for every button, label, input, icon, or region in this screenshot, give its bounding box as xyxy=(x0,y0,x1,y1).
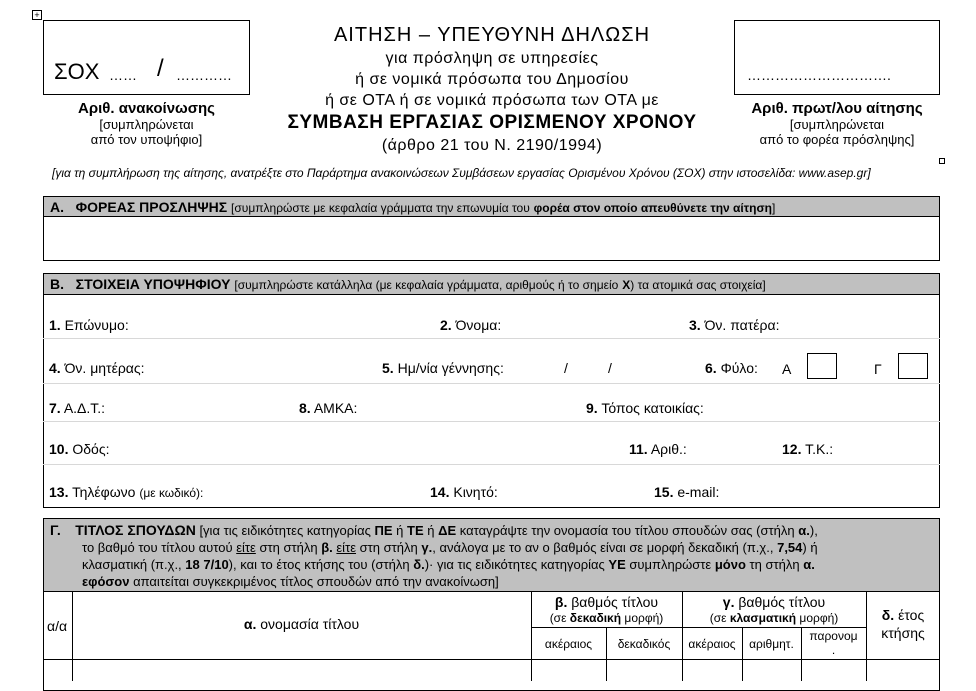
section-b-header xyxy=(43,273,940,295)
announcement-caption-line2: από τον υποψήφιο] xyxy=(90,132,203,147)
row-divider xyxy=(43,338,940,339)
announcement-number-box[interactable] xyxy=(43,20,250,95)
table-anchor-icon[interactable]: + xyxy=(32,10,42,20)
col-header-aa: α/α xyxy=(47,618,68,634)
sub-header-decimal: δεκαδικός xyxy=(617,637,671,651)
field-birth-date[interactable]: 5. Ημ/νία γέννησης: xyxy=(382,360,504,376)
sub-header-integer: ακέραιος xyxy=(544,637,593,651)
header-line-2: ή σε νομικά πρόσωπα του Δημοσίου xyxy=(355,71,629,88)
protocol-caption xyxy=(730,100,944,147)
announcement-caption-title: Αριθ. ανακοίνωσης xyxy=(78,100,215,117)
sub-header-numerator: αριθμητ. xyxy=(749,637,794,651)
section-c-heading: Γ. ΤΙΤΛΟΣ ΣΠΟΥΔΩΝ [για τις ειδικότητες κατηγορίας ΠΕ ή ΤΕ ή ΔΕ καταγράψτε την ονομασία του τίτλου σπουδών σας (στήλη α.), xyxy=(50,522,818,538)
field-email[interactable]: 15. e-mail: xyxy=(654,484,720,500)
protocol-caption-line1: [συμπληρώνεται xyxy=(789,117,885,132)
header-line-5: (άρθρο 21 του Ν. 2190/1994) xyxy=(381,137,603,154)
col-header-decimal-sub: (σε δεκαδική μορφή) xyxy=(549,611,664,625)
section-a-note-1: [συμπληρώστε με κεφαλαία γράμματα την επωνυμία του xyxy=(231,201,530,215)
announcement-caption xyxy=(43,100,250,147)
row-divider xyxy=(43,421,940,422)
field-postal-code[interactable]: 12. Τ.Κ.: xyxy=(782,441,834,457)
gender-female-label: Γ xyxy=(874,361,882,377)
sox-prefix: ΣΟΧ xyxy=(54,59,100,84)
sub-header-fraction-integer: ακέραιος xyxy=(688,637,736,651)
col-divider xyxy=(72,591,73,681)
section-b-note-2: ) τα ατομικά σας στοιχεία] xyxy=(630,278,766,292)
col-divider xyxy=(606,627,607,681)
section-a-header xyxy=(43,196,940,217)
section-a-letter: Α. xyxy=(50,199,64,215)
section-a-heading xyxy=(50,199,775,215)
field-mobile[interactable]: 14. Κινητό: xyxy=(430,484,498,500)
col-divider xyxy=(742,627,743,681)
field-street[interactable]: 10. Οδός: xyxy=(49,441,110,457)
section-c-header xyxy=(43,518,940,592)
instruction-line: [για τη συμπλήρωση της αίτησης, ανατρέξτε στο Παράρτημα ανακοινώσεων Συμβάσεων εργασίας Ορισμένου Χρόνου (ΣΟΧ) στην ιστοσελίδα: www.asep.gr] xyxy=(52,166,871,180)
col-header-fraction-grade: γ. βαθμός τίτλου xyxy=(722,594,826,610)
section-a-title: ΦΟΡΕΑΣ ΠΡΟΣΛΗΨΗΣ xyxy=(75,199,228,215)
gender-male-label: Α xyxy=(782,361,792,377)
row-divider xyxy=(43,659,940,660)
gender-female-checkbox[interactable] xyxy=(898,353,928,379)
section-b-letter: Β. xyxy=(50,276,64,292)
field-mother-name[interactable]: 4. Όν. μητέρας: xyxy=(49,360,145,376)
col-header-title: α. ονομασία τίτλου xyxy=(243,616,360,632)
document-header xyxy=(262,22,722,156)
section-b-note-bold: Χ xyxy=(622,278,631,292)
resize-handle[interactable] xyxy=(939,158,945,164)
document-title: ΑΙΤΗΣΗ – ΥΠΕΥΘΥΝΗ ΔΗΛΩΣΗ xyxy=(333,24,651,46)
field-gender: 6. Φύλο: xyxy=(705,360,758,376)
field-father-name[interactable]: 3. Όν. πατέρα: xyxy=(689,317,780,333)
field-amka[interactable]: 8. ΑΜΚΑ: xyxy=(299,400,358,416)
protocol-caption-title: Αριθ. πρωτ/λου αίτησης xyxy=(751,100,923,117)
field-first-name[interactable]: 2. Όνομα: xyxy=(440,317,502,333)
employer-name-field[interactable] xyxy=(43,216,940,261)
col-header-decimal-grade: β. βαθμός τίτλου xyxy=(554,594,659,610)
section-c-line-2: το βαθμό του τίτλου αυτού είτε στη στήλη β. είτε στη στήλη γ., ανάλογα με το αν ο βαθμός είναι σε μορφή δεκαδική (π.χ., 7,54) ή xyxy=(82,540,818,555)
section-c-letter: Γ. xyxy=(50,522,61,538)
birth-date-sep-2: / xyxy=(608,360,612,376)
section-b-note-1: [συμπληρώστε κατάλληλα (με κεφαλαία γράμματα, αριθμούς ή το σημείο xyxy=(234,278,619,292)
header-line-1: για πρόσληψη σε υπηρεσίες xyxy=(385,50,599,67)
sub-header-denominator: παρονομ . xyxy=(809,629,858,657)
col-header-fraction-sub: (σε κλασματική μορφή) xyxy=(709,611,839,625)
header-line-3: ή σε ΟΤΑ ή σε νομικά πρόσωπα των ΟΤΑ με xyxy=(325,92,659,109)
section-a-note-bold: φορέα στον οποίο απευθύνετε την αίτηση xyxy=(533,201,772,215)
row-divider xyxy=(43,383,940,384)
protocol-dots: …………………………. xyxy=(747,67,891,83)
section-b-heading xyxy=(50,276,766,292)
section-b-title: ΣΤΟΙΧΕΙΑ ΥΠΟΨΗΦΙΟΥ xyxy=(75,276,231,292)
row-divider xyxy=(531,627,866,628)
sox-slash: / xyxy=(157,55,164,82)
field-id-card[interactable]: 7. Α.Δ.Τ.: xyxy=(49,400,106,416)
protocol-caption-line2: από το φορέα πρόσληψης] xyxy=(759,132,915,147)
sox-dots-1: …… xyxy=(109,67,137,83)
gender-male-checkbox[interactable] xyxy=(807,353,837,379)
section-c-line-3: κλασματική (π.χ., 18 7/10), και το έτος κτήσης του (στήλη δ.)· για τις ειδικότητες κατηγορίας ΥΕ συμπληρώστε μόνο τη στήλη α. xyxy=(82,557,815,572)
field-residence[interactable]: 9. Τόπος κατοικίας: xyxy=(586,400,704,416)
field-street-number[interactable]: 11. Αριθ.: xyxy=(629,441,687,457)
section-c-line-4: εφόσον απαιτείται συγκεκριμένος τίτλος σπουδών από την ανακοίνωση] xyxy=(82,574,499,589)
section-c-title: ΤΙΤΛΟΣ ΣΠΟΥΔΩΝ xyxy=(75,522,196,538)
col-header-year: δ. έτος κτήσης xyxy=(881,607,925,641)
birth-date-sep-1: / xyxy=(564,360,568,376)
sox-dots-2: ………… xyxy=(176,67,232,83)
announcement-caption-line1: [συμπληρώνεται xyxy=(99,117,194,132)
header-line-4: ΣΥΜΒΑΣΗ ΕΡΓΑΣΙΑΣ ΟΡΙΣΜΕΝΟΥ ΧΡΟΝΟΥ xyxy=(287,112,697,133)
section-a-note-2: ] xyxy=(771,201,776,215)
field-phone[interactable]: 13. Τηλέφωνο (με κωδικό): xyxy=(49,484,204,500)
row-divider xyxy=(43,464,940,465)
protocol-number-box[interactable] xyxy=(734,20,940,95)
field-surname[interactable]: 1. Επώνυμο: xyxy=(49,317,129,333)
